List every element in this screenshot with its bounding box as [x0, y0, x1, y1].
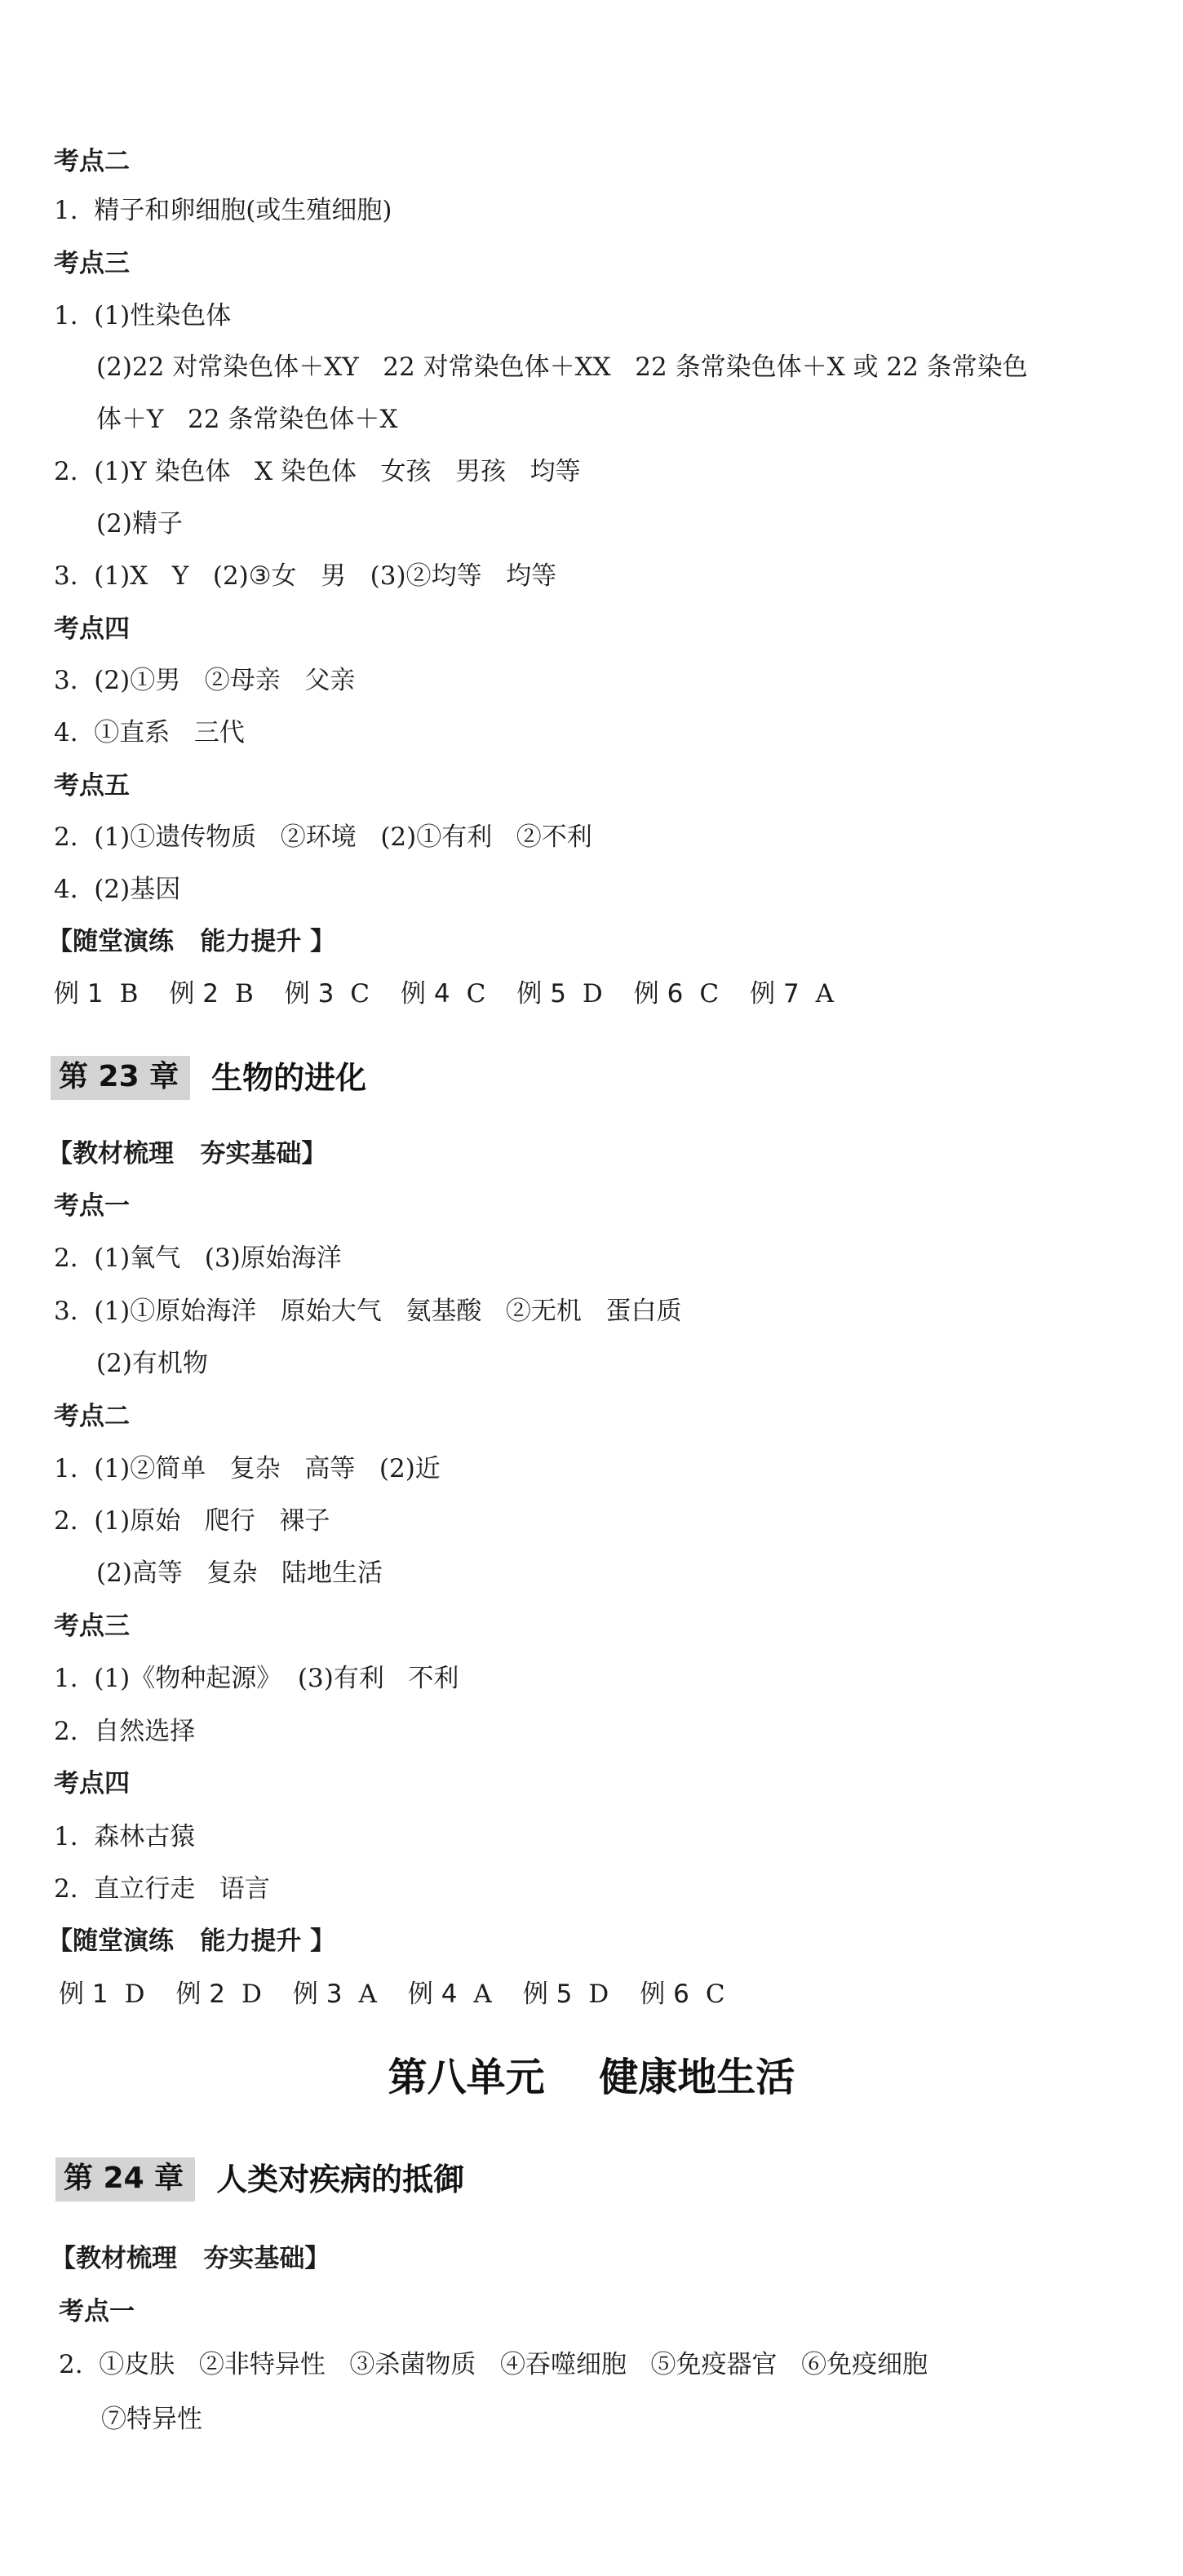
section-heading: 考点四	[54, 1769, 130, 1798]
answer-line: 2. 自然选择	[54, 1717, 196, 1746]
answer-line: 2. (1)①遗传物质 ②环境 (2)①有利 ②不利	[54, 822, 592, 852]
answer-line: 1. 森林古猿	[54, 1822, 196, 1851]
example-item: 例 3 A	[292, 1980, 377, 2009]
examples-row	[54, 978, 865, 1010]
chapter-badge: 第 23 章	[51, 1056, 190, 1100]
section-heading: 考点四	[54, 614, 130, 644]
answer-line: 3. (1)①原始海洋 原始大气 氨基酸 ②无机 蛋白质	[54, 1297, 682, 1326]
answer-line: (2)高等 复杂 陆地生活	[96, 1558, 383, 1588]
answer-line: 2. 直立行走 语言	[54, 1874, 270, 1904]
answer-line: 2. ①皮肤 ②非特异性 ③杀菌物质 ④吞噬细胞 ⑤免疫器官 ⑥免疫细胞	[59, 2350, 928, 2379]
example-item: 例 4 C	[401, 979, 486, 1009]
answer-line: 2. (1)氧气 (3)原始海洋	[54, 1244, 342, 1273]
answer-line: 1. (1)性染色体	[54, 301, 232, 330]
answer-line: 1. (1)《物种起源》 (3)有利 不利	[54, 1664, 459, 1693]
answer-line: 4. (2)基因	[54, 875, 181, 904]
examples-row	[59, 1978, 756, 2011]
section-heading: 考点二	[54, 147, 130, 176]
chapter-badge: 第 24 章	[55, 2157, 195, 2201]
answer-line: (2)精子	[96, 509, 183, 539]
example-item: 例 7 A	[750, 979, 835, 1009]
example-item: 例 1 B	[54, 979, 139, 1009]
unit-title: 第八单元 健康地生活	[388, 2055, 795, 2100]
example-item: 例 3 C	[284, 979, 370, 1009]
answer-line: 3. (2)①男 ②母亲 父亲	[54, 666, 356, 695]
example-item: 例 2 B	[169, 979, 254, 1009]
section-heading: 考点一	[54, 1191, 130, 1221]
answer-line: 1. 精子和卵细胞(或生殖细胞)	[54, 196, 392, 225]
section-heading: 考点一	[59, 2297, 135, 2326]
chapter-title: 生物的进化	[211, 1060, 367, 1096]
section-heading: 考点三	[54, 249, 130, 278]
review-heading: 【教材梳理 夯实基础】	[51, 2244, 330, 2273]
answer-line: 4. ①直系 三代	[54, 718, 245, 747]
answer-line: (2)22 对常染色体＋XY 22 对常染色体＋XX 22 条常染色体＋X 或 22 条常染色	[96, 352, 1028, 382]
answer-line: 2. (1)原始 爬行 裸子	[54, 1506, 330, 1536]
section-heading: 考点五	[54, 771, 130, 800]
example-item: 例 6 C	[633, 979, 720, 1009]
example-item: 例 5 D	[522, 1980, 609, 2009]
example-item: 例 6 C	[640, 1980, 725, 2009]
chapter-header	[55, 2157, 464, 2201]
example-item: 例 4 A	[407, 1980, 492, 2009]
answer-line: 1. (1)②简单 复杂 高等 (2)近	[54, 1454, 441, 1483]
answer-line: 体＋Y 22 条常染色体＋X	[96, 405, 398, 434]
chapter-header	[51, 1056, 366, 1100]
example-item: 例 5 D	[516, 979, 603, 1009]
answer-line: 2. (1)Y 染色体 X 染色体 女孩 男孩 均等	[54, 457, 581, 486]
chapter-title: 人类对疾病的抵御	[216, 2161, 465, 2197]
answer-line: ⑦特异性	[101, 2405, 202, 2434]
answer-line: (2)有机物	[96, 1349, 208, 1378]
practice-heading: 【随堂演练 能力提升 】	[47, 1926, 336, 1956]
answer-line: 3. (1)X Y (2)③女 男 (3)②均等 均等	[54, 561, 557, 591]
example-item: 例 2 D	[175, 1980, 262, 2009]
review-heading: 【教材梳理 夯实基础】	[47, 1139, 327, 1168]
practice-heading: 【随堂演练 能力提升 】	[47, 927, 336, 956]
section-heading: 考点三	[54, 1612, 130, 1641]
example-item: 例 1 D	[59, 1980, 145, 2009]
section-heading: 考点二	[54, 1402, 130, 1431]
